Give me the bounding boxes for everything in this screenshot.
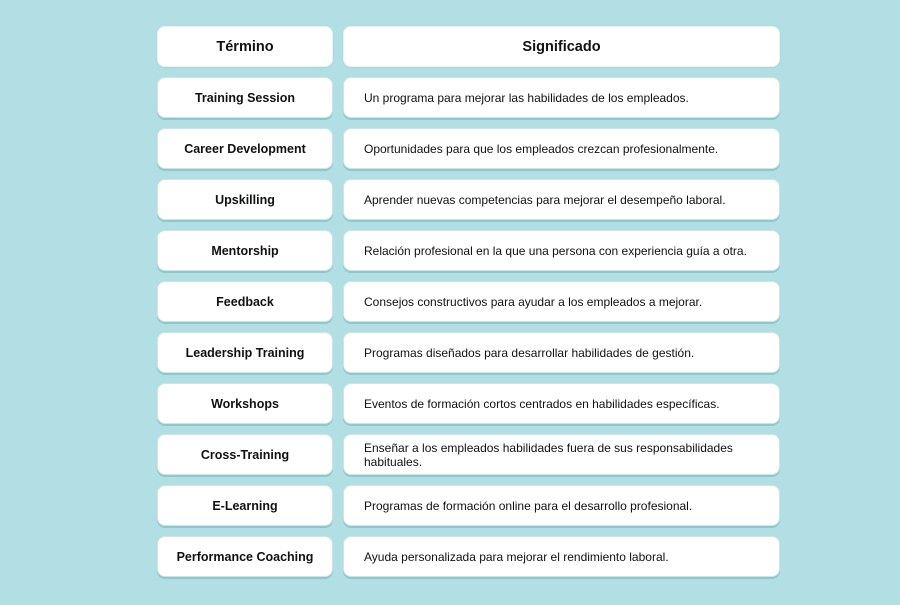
glossary-table — [157, 26, 780, 587]
table-header — [157, 26, 780, 67]
header-meaning: Significado — [343, 26, 780, 67]
term-cell: E-Learning — [157, 485, 333, 526]
term-cell: Feedback — [157, 281, 333, 322]
table-row — [157, 485, 780, 526]
meaning-cell: Un programa para mejorar las habilidades de los empleados. — [343, 77, 780, 118]
meaning-cell: Programas de formación online para el desarrollo profesional. — [343, 485, 780, 526]
table-row — [157, 332, 780, 373]
term-cell: Workshops — [157, 383, 333, 424]
table-row — [157, 281, 780, 322]
table-row — [157, 230, 780, 271]
meaning-cell: Oportunidades para que los empleados crezcan profesionalmente. — [343, 128, 780, 169]
term-cell: Leadership Training — [157, 332, 333, 373]
term-cell: Training Session — [157, 77, 333, 118]
meaning-cell: Ayuda personalizada para mejorar el rendimiento laboral. — [343, 536, 780, 577]
table-row — [157, 536, 780, 577]
meaning-cell: Aprender nuevas competencias para mejorar el desempeño laboral. — [343, 179, 780, 220]
header-term: Término — [157, 26, 333, 67]
meaning-cell: Enseñar a los empleados habilidades fuera de sus responsabilidades habituales. — [343, 434, 780, 475]
meaning-cell: Eventos de formación cortos centrados en habilidades específicas. — [343, 383, 780, 424]
term-cell: Performance Coaching — [157, 536, 333, 577]
term-cell: Upskilling — [157, 179, 333, 220]
term-cell: Mentorship — [157, 230, 333, 271]
table-row — [157, 77, 780, 118]
table-row — [157, 128, 780, 169]
table-row — [157, 383, 780, 424]
meaning-cell: Programas diseñados para desarrollar habilidades de gestión. — [343, 332, 780, 373]
meaning-cell: Relación profesional en la que una persona con experiencia guía a otra. — [343, 230, 780, 271]
meaning-cell: Consejos constructivos para ayudar a los empleados a mejorar. — [343, 281, 780, 322]
table-row — [157, 434, 780, 475]
table-row — [157, 179, 780, 220]
term-cell: Cross-Training — [157, 434, 333, 475]
term-cell: Career Development — [157, 128, 333, 169]
